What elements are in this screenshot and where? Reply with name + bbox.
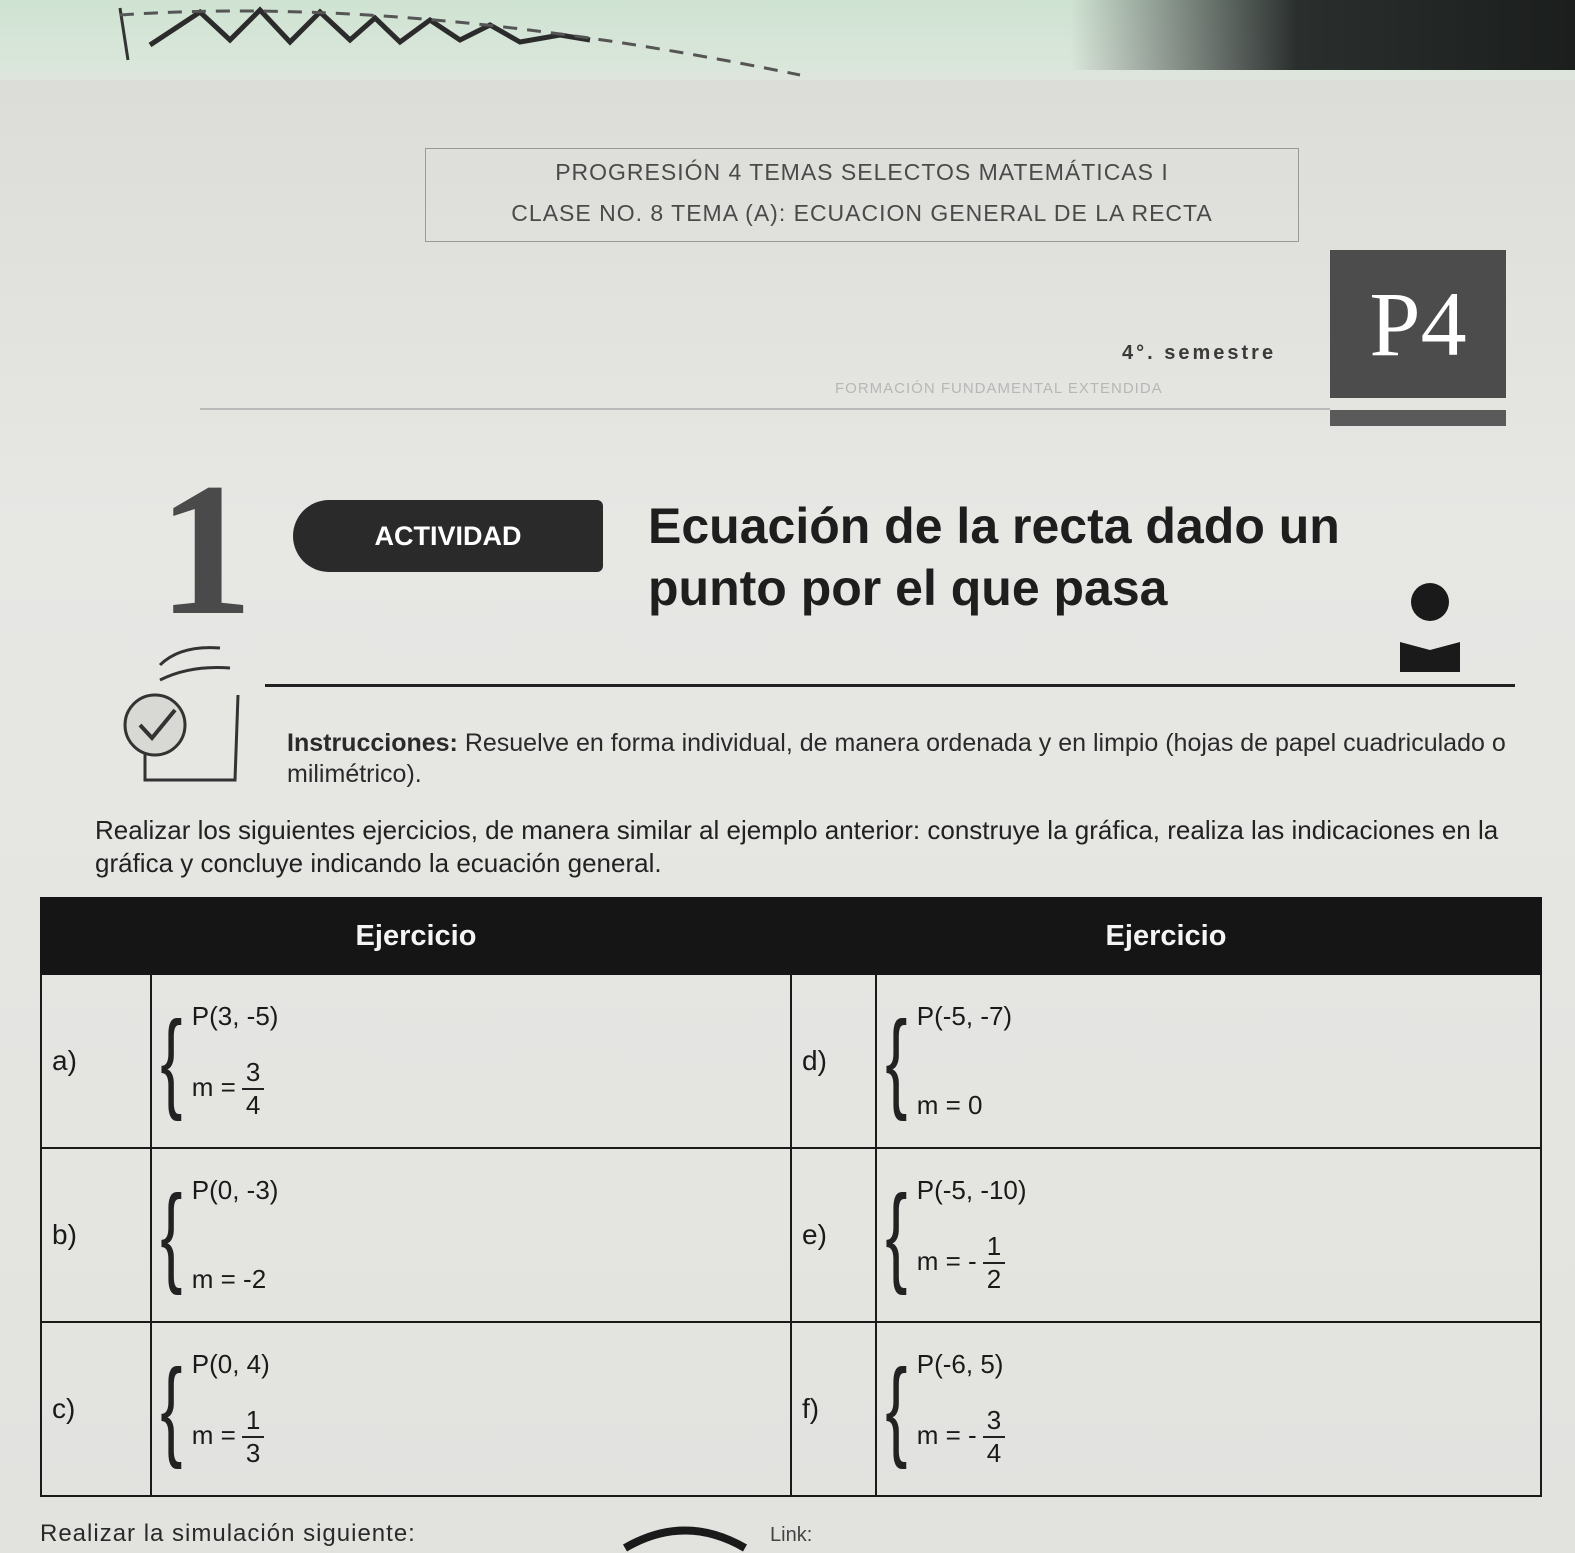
fraction-numerator: 1 [983,1231,1005,1264]
exercise-label: b) [41,1148,151,1322]
badge-underline [1330,410,1506,426]
exercise-label: e) [791,1148,876,1322]
exercise-label: a) [41,974,151,1148]
table-header-left: Ejercicio [41,898,791,974]
brace-glyph: { [160,1347,183,1470]
footer-text: Realizar la simulación siguiente: [40,1520,416,1547]
table-row [41,1148,1541,1322]
slope-fraction [242,1057,264,1121]
header-divider [200,408,1330,410]
brace-glyph: { [885,999,908,1122]
equation-system [878,1349,1539,1469]
point: P(-5, -10) [916,1175,1027,1205]
document-header [425,148,1299,242]
table-row [41,974,1541,1148]
point: P(0, -3) [191,1175,279,1205]
brace-glyph: { [160,999,183,1122]
exercise-cell [151,1148,791,1322]
footer-link-label: Link: [770,1524,813,1546]
exercise-label: c) [41,1322,151,1496]
equation-system [878,1001,1539,1121]
fraction-numerator: 3 [242,1057,264,1090]
fraction-numerator: 3 [983,1405,1005,1438]
exercise-label: f) [791,1322,876,1496]
fraction-numerator: 1 [242,1405,264,1438]
table-row [41,1322,1541,1496]
point: P(0, 4) [191,1349,270,1379]
exercise-cell [151,974,791,1148]
slope [192,1057,279,1121]
slope [917,1231,1027,1295]
semester-label: 4°. semestre [1122,342,1277,364]
equation-system [153,1175,789,1295]
table-header-right: Ejercicio [791,898,1541,974]
simulation-icon [620,1518,750,1553]
slope-fraction [242,1405,264,1469]
instructions-block [287,728,1517,790]
exercise-label: d) [791,974,876,1148]
fraction-denominator: 2 [986,1264,1002,1294]
point: P(-5, -7) [916,1001,1013,1031]
equation-system [878,1175,1539,1295]
instructions-text: Resuelve en forma individual, de manera ordenada y en limpio (hojas de papel cuadriculado o milimétrico). [287,729,1506,788]
exercise-cell [876,1148,1541,1322]
fraction-denominator: 3 [245,1438,261,1468]
slope-prefix: m = - [916,1419,977,1450]
brace-glyph: { [885,1347,908,1470]
point: P(-6, 5) [916,1349,1004,1379]
slope-fraction [983,1231,1005,1295]
activity-title [648,495,1340,619]
activity-pill: ACTIVIDAD [293,500,603,572]
slope-prefix: m = - [916,1245,977,1276]
instructions-divider [265,684,1515,687]
exercise-table [40,897,1540,1497]
header-line-1: PROGRESIÓN 4 TEMAS SELECTOS MATEMÁTICAS I [555,159,1169,185]
progression-badge: P4 [1330,250,1506,398]
point: P(3, -5) [191,1001,279,1031]
faded-subtitle: FORMACIÓN FUNDAMENTAL EXTENDIDA [835,380,1163,397]
slope: m = 0 [916,1090,983,1120]
slope [917,1405,1005,1469]
slope-prefix: m = [191,1419,236,1450]
activity-title-line-1: Ecuación de la recta dado un [648,498,1340,554]
fraction-denominator: 4 [986,1438,1002,1468]
brace-glyph: { [885,1173,908,1296]
slope-fraction [983,1405,1005,1469]
brace-glyph: { [160,1173,183,1296]
slope [192,1405,270,1469]
checklist-icon [120,640,255,790]
exercise-cell [876,1322,1541,1496]
activity-number: 1 [158,445,253,655]
handwritten-scribble [110,0,810,85]
header-line-2: CLASE NO. 8 TEMA (A): ECUACION GENERAL DE LA RECTA [511,200,1213,226]
exercise-cell [876,974,1541,1148]
photo-shadow [1070,0,1575,70]
exercise-cell [151,1322,791,1496]
activity-title-line-2: punto por el que pasa [648,560,1168,616]
equation-system [153,1001,789,1121]
equation-system [153,1349,789,1469]
person-icon [1395,580,1465,675]
fraction-denominator: 4 [245,1090,261,1120]
slope: m = -2 [191,1264,267,1294]
slope-prefix: m = [191,1071,236,1102]
instructions-label: Instrucciones: [287,729,458,757]
table-header-row [41,898,1541,974]
task-description: Realizar los siguientes ejercicios, de manera similar al ejemplo anterior: construye la gráfica, realiza las indicaciones en la gráfica y concluye indicando la ecuación general. [95,815,1499,878]
